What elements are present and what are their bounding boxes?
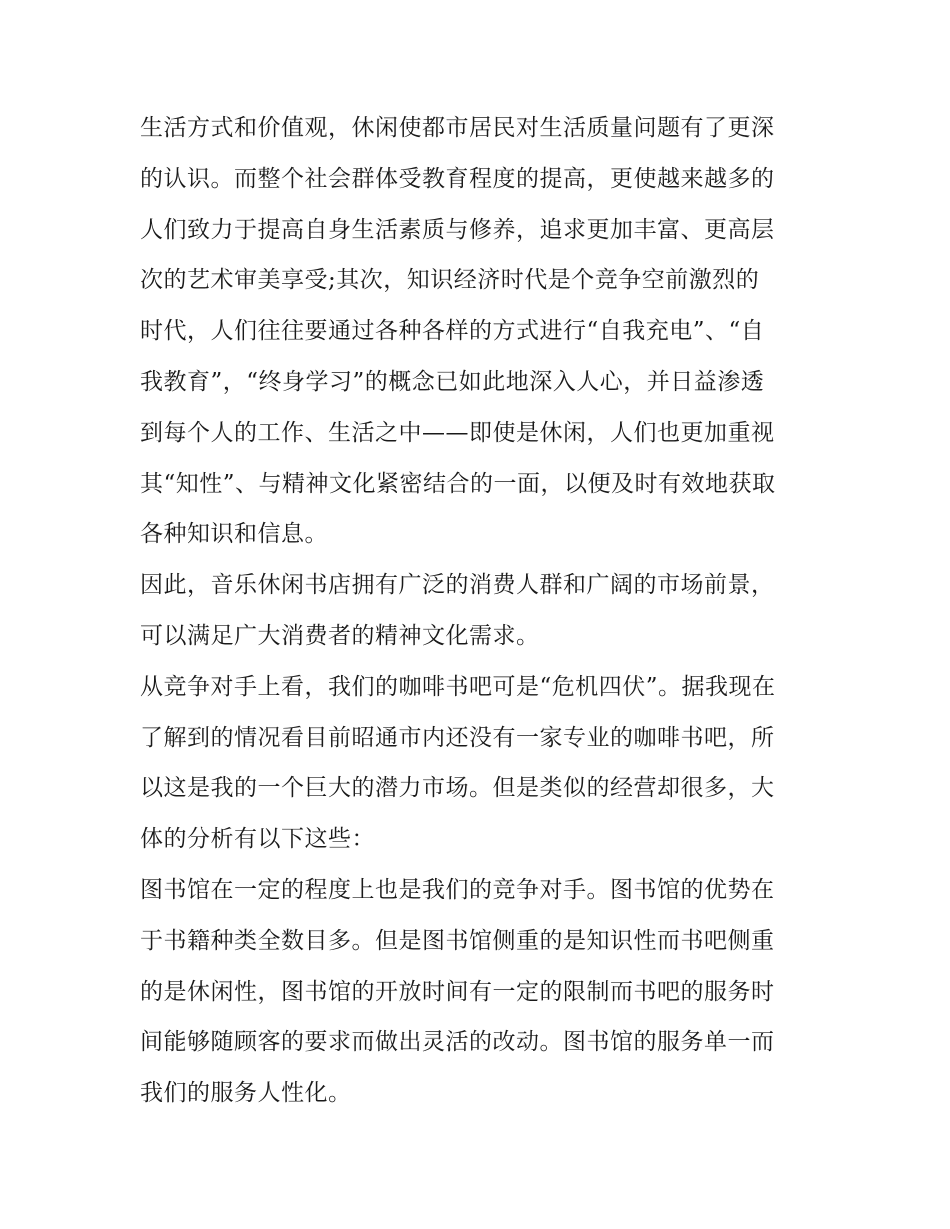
text-line: 我教育”，“终身学习”的概念已如此地深入人心，并日益渗透 [140, 368, 765, 395]
text-line: 人们致力于提高自身生活素质与修养，追求更加丰富、更高层 [140, 216, 775, 243]
text-line: 了解到的情况看目前昭通市内还没有一家专业的咖啡书吧，所 [140, 724, 775, 751]
text-line: 于书籍种类全数目多。但是图书馆侧重的是知识性而书吧侧重 [140, 927, 775, 954]
text-line: 的认识。而整个社会群体受教育程度的提高，更使越来越多的 [140, 165, 775, 192]
text-line: 的是休闲性，图书馆的开放时间有一定的限制而书吧的服务时 [140, 978, 775, 1005]
text-line: 图书馆在一定的程度上也是我们的竞争对手。图书馆的优势在 [140, 876, 775, 903]
text-line: 间能够随顾客的要求而做出灵活的改动。图书馆的服务单一而 [140, 1029, 775, 1056]
text-line: 因此，音乐休闲书店拥有广泛的消费人群和广阔的市场前景， [140, 572, 775, 599]
text-line: 我们的服务人性化。 [140, 1080, 352, 1107]
text-line: 生活方式和价值观，休闲使都市居民对生活质量问题有了更深 [140, 115, 775, 141]
text-line: 其“知性”、与精神文化紧密结合的一面，以便及时有效地获取 [140, 470, 776, 497]
text-line: 体的分析有以下这些： [140, 826, 375, 853]
text-line: 以这是我的一个巨大的潜力市场。但是类似的经营却很多，大 [140, 775, 775, 802]
text-line: 可以满足广大消费者的精神文化需求。 [140, 622, 540, 649]
body-text [140, 103, 815, 1119]
text-line: 次的艺术审美享受;其次，知识经济时代是个竞争空前激烈的 [140, 267, 760, 294]
text-line: 各种知识和信息。 [140, 521, 328, 548]
text-line: 时代，人们往往要通过各种各样的方式进行“自我充电”、“自 [140, 318, 765, 345]
text-line: 从竞争对手上看，我们的咖啡书吧可是“危机四伏”。据我现在 [140, 673, 776, 700]
text-line: 到每个人的工作、生活之中——即使是休闲，人们也更加重视 [140, 419, 775, 446]
